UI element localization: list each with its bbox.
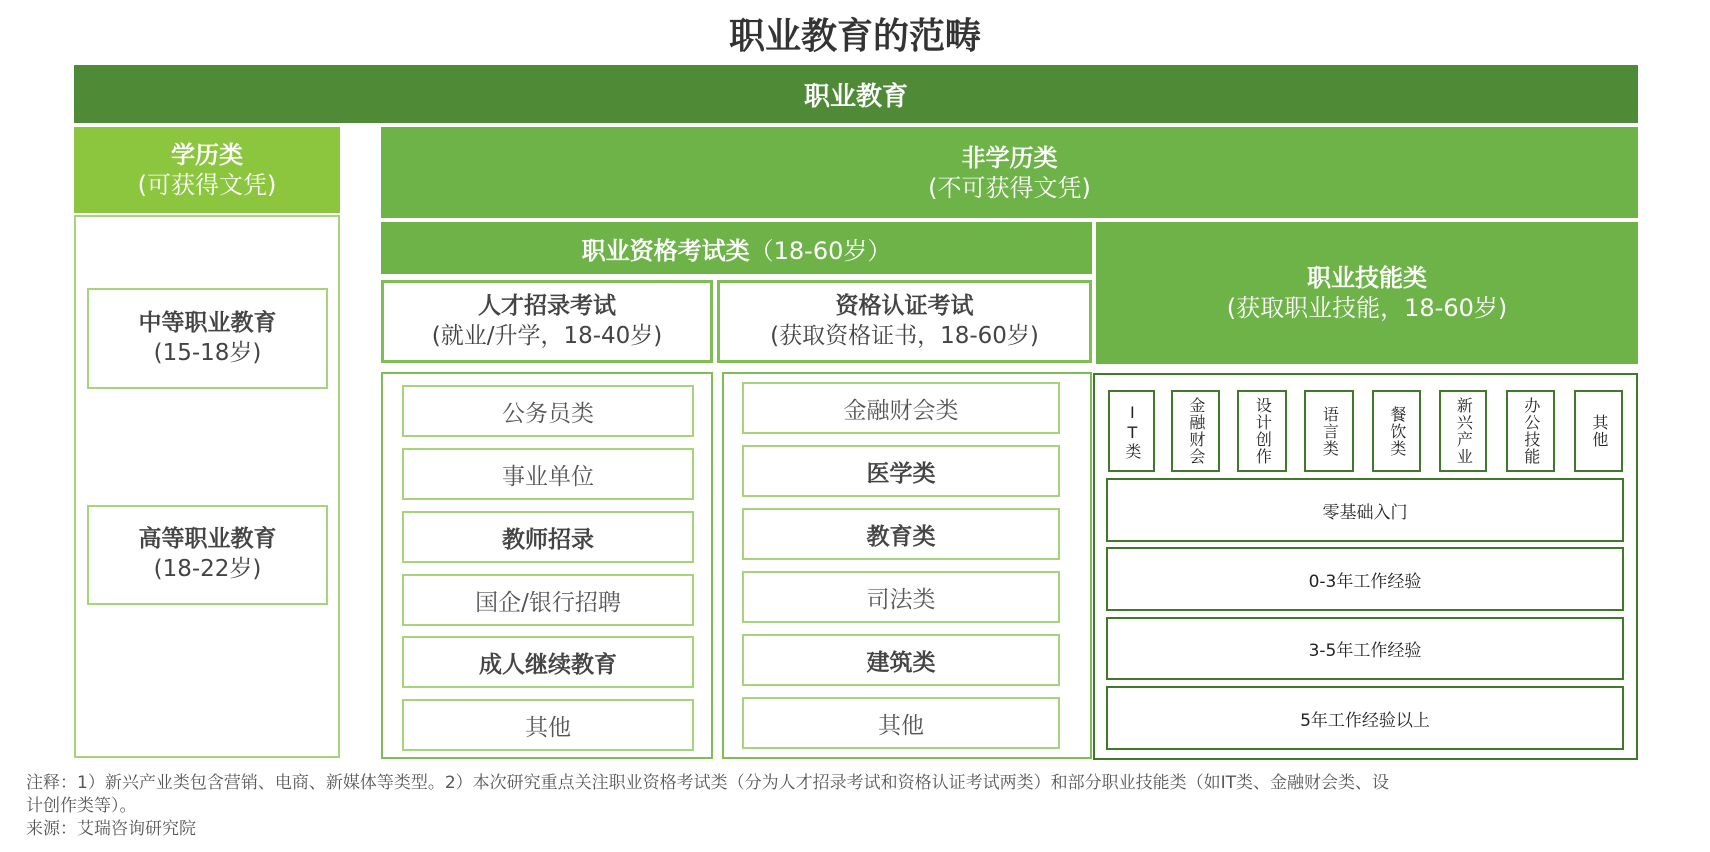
list-item: 金融财会类 [742, 382, 1060, 434]
vocational-education-header: 职业教育 [74, 65, 1638, 123]
list-item: 公务员类 [402, 385, 694, 437]
academic-item [87, 288, 328, 389]
list-item: 成人继续教育 [402, 636, 694, 688]
skill-category: 设计创作 [1237, 390, 1287, 472]
skill-category: IT类 [1108, 390, 1155, 472]
talent-exam-header [381, 280, 713, 363]
source-note: 来源：艾瑞咨询研究院 [26, 818, 196, 839]
list-item: 医学类 [742, 445, 1060, 497]
list-item: 建筑类 [742, 634, 1060, 686]
list-item: 其他 [402, 699, 694, 751]
skill-category: 其他 [1574, 390, 1623, 472]
skill-category: 金融财会 [1171, 390, 1220, 472]
list-item: 事业单位 [402, 448, 694, 500]
academic-item-name: 中等职业教育 [138, 309, 277, 336]
qualification-exam-range: （18-60岁） [749, 236, 892, 265]
academic-item-range: (15-18岁) [153, 339, 262, 366]
footnote [26, 772, 1706, 841]
list-item: 其他 [742, 697, 1060, 749]
list-item: 教师招录 [402, 511, 694, 563]
skill-level: 0-3年工作经验 [1106, 547, 1624, 611]
skills-title: 职业技能类 [1307, 264, 1427, 292]
qualification-exam-header [381, 222, 1092, 274]
list-item: 国企/银行招聘 [402, 574, 694, 626]
non-academic-title: 非学历类 [961, 143, 1058, 172]
academic-header [74, 127, 340, 213]
skill-level: 3-5年工作经验 [1106, 617, 1624, 680]
list-item: 教育类 [742, 508, 1060, 560]
certification-exam-header [717, 280, 1092, 363]
academic-item-range: (18-22岁) [153, 556, 262, 582]
skill-level: 5年工作经验以上 [1106, 686, 1624, 750]
academic-item-name: 高等职业教育 [138, 526, 277, 553]
skill-category: 新兴产业 [1439, 390, 1487, 472]
qualification-exam-title: 职业资格考试类 [581, 236, 750, 265]
certification-exam-subtitle: (获取资格证书，18-60岁) [770, 322, 1039, 349]
talent-exam-title: 人才招录考试 [478, 292, 616, 319]
skill-level: 零基础入门 [1106, 478, 1624, 542]
academic-item [87, 505, 328, 605]
skill-category: 语言类 [1304, 390, 1354, 472]
talent-exam-subtitle: (就业/升学，18-40岁) [431, 322, 663, 349]
skill-category: 办公技能 [1506, 390, 1555, 472]
skills-header [1096, 222, 1638, 364]
footnote-line: 注释：1）新兴产业类包含营销、电商、新媒体等类型。2）本次研究重点关注职业资格考试类（分为人才招录考试和资格认证考试两类）和部分职业技能类（如IT类、金融财会类、设 [26, 773, 1390, 793]
certification-exam-title: 资格认证考试 [835, 292, 974, 319]
footnote-line: 计创作类等）。 [26, 795, 137, 816]
non-academic-subtitle: (不可获得文凭) [928, 173, 1091, 202]
academic-title: 学历类 [171, 141, 243, 169]
skill-category: 餐饮类 [1372, 390, 1421, 472]
list-item: 司法类 [742, 571, 1060, 623]
non-academic-header [381, 127, 1638, 218]
academic-subtitle: (可获得文凭) [137, 171, 277, 199]
page-title: 职业教育的范畴 [728, 16, 981, 57]
skills-subtitle: (获取职业技能，18-60岁) [1226, 294, 1508, 322]
